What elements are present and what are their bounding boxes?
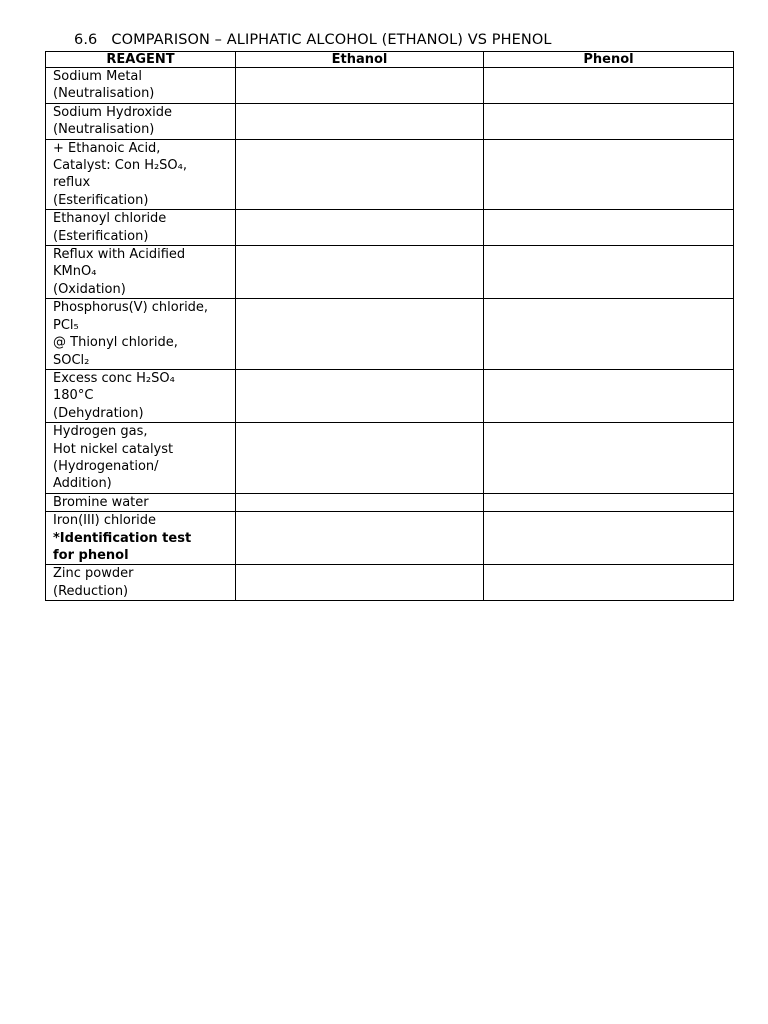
- reagent-line: for phenol: [53, 547, 129, 563]
- phenol-answer-cell: [484, 493, 734, 511]
- reagent-line: (Neutralisation): [53, 122, 155, 138]
- reagent-line: (Esterification): [53, 192, 149, 208]
- reagent-line: (Neutralisation): [53, 86, 155, 102]
- table-row: [46, 512, 734, 565]
- reagent-line: Hot nickel catalyst: [53, 441, 174, 457]
- table-row: [46, 369, 734, 422]
- table-row: [46, 299, 734, 370]
- reagent-line: 180°C: [53, 388, 94, 404]
- reagent-line: SOCl₂: [53, 352, 90, 368]
- reagent-cell: [46, 246, 236, 299]
- reagent-cell: [46, 210, 236, 246]
- ethanol-answer-cell: [236, 512, 484, 565]
- phenol-answer-cell: [484, 565, 734, 601]
- phenol-answer-cell: [484, 423, 734, 494]
- reagent-line: Iron(III) chloride: [53, 513, 157, 529]
- reagent-line: Sodium Hydroxide: [53, 104, 172, 120]
- reagent-line: Addition): [53, 476, 112, 492]
- reagent-cell: [46, 565, 236, 601]
- ethanol-answer-cell: [236, 565, 484, 601]
- phenol-answer-cell: [484, 103, 734, 139]
- reagent-line: (Esterification): [53, 228, 149, 244]
- phenol-answer-cell: [484, 210, 734, 246]
- table-body: [46, 68, 734, 601]
- reagent-line: *Identification test: [53, 530, 192, 546]
- phenol-answer-cell: [484, 512, 734, 565]
- reagent-cell: [46, 68, 236, 104]
- section-heading: [74, 32, 552, 48]
- reagent-line: PCl₅: [53, 317, 79, 333]
- table-row: [46, 565, 734, 601]
- reagent-line: Hydrogen gas,: [53, 424, 148, 440]
- table-row: [46, 68, 734, 104]
- ethanol-answer-cell: [236, 103, 484, 139]
- reagent-line: (Dehydration): [53, 405, 144, 421]
- table-row: [46, 210, 734, 246]
- header-reagent: REAGENT: [46, 52, 236, 68]
- reagent-cell: [46, 512, 236, 565]
- reagent-line: Zinc powder: [53, 566, 134, 582]
- section-title: COMPARISON – ALIPHATIC ALCOHOL (ETHANOL) VS PHENOL: [111, 32, 552, 48]
- ethanol-answer-cell: [236, 246, 484, 299]
- reagent-line: Phosphorus(V) chloride,: [53, 300, 209, 316]
- table-row: [46, 246, 734, 299]
- reagent-line: (Reduction): [53, 583, 129, 599]
- ethanol-answer-cell: [236, 210, 484, 246]
- phenol-answer-cell: [484, 369, 734, 422]
- ethanol-answer-cell: [236, 493, 484, 511]
- header-phenol: Phenol: [484, 52, 734, 68]
- reagent-line: Sodium Metal: [53, 69, 142, 84]
- reagent-line: @ Thionyl chloride,: [53, 335, 178, 351]
- reagent-line: (Hydrogenation/: [53, 458, 159, 474]
- reagent-line: Ethanoyl chloride: [53, 211, 167, 227]
- reagent-line: reflux: [53, 175, 91, 191]
- reagent-line: Bromine water: [53, 494, 149, 510]
- phenol-answer-cell: [484, 139, 734, 210]
- table-row: [46, 493, 734, 511]
- ethanol-answer-cell: [236, 68, 484, 104]
- header-row: [46, 52, 734, 68]
- reagent-cell: [46, 103, 236, 139]
- section-number: 6.6: [74, 32, 98, 48]
- ethanol-answer-cell: [236, 139, 484, 210]
- table-row: [46, 103, 734, 139]
- reagent-line: (Oxidation): [53, 281, 126, 297]
- ethanol-answer-cell: [236, 423, 484, 494]
- reagent-line: + Ethanoic Acid,: [53, 140, 161, 156]
- reagent-line: Reflux with Acidified: [53, 247, 186, 263]
- table-row: [46, 139, 734, 210]
- ethanol-answer-cell: [236, 369, 484, 422]
- table-row: [46, 423, 734, 494]
- header-ethanol: Ethanol: [236, 52, 484, 68]
- reagent-cell: [46, 299, 236, 370]
- phenol-answer-cell: [484, 299, 734, 370]
- ethanol-answer-cell: [236, 299, 484, 370]
- reagent-line: KMnO₄: [53, 264, 97, 280]
- reagent-cell: [46, 369, 236, 422]
- phenol-answer-cell: [484, 246, 734, 299]
- reagent-line: Catalyst: Con H₂SO₄,: [53, 158, 188, 174]
- reagent-cell: [46, 139, 236, 210]
- comparison-table: [45, 51, 734, 601]
- reagent-line: Excess conc H₂SO₄: [53, 370, 175, 386]
- reagent-cell: [46, 493, 236, 511]
- reagent-cell: [46, 423, 236, 494]
- phenol-answer-cell: [484, 68, 734, 104]
